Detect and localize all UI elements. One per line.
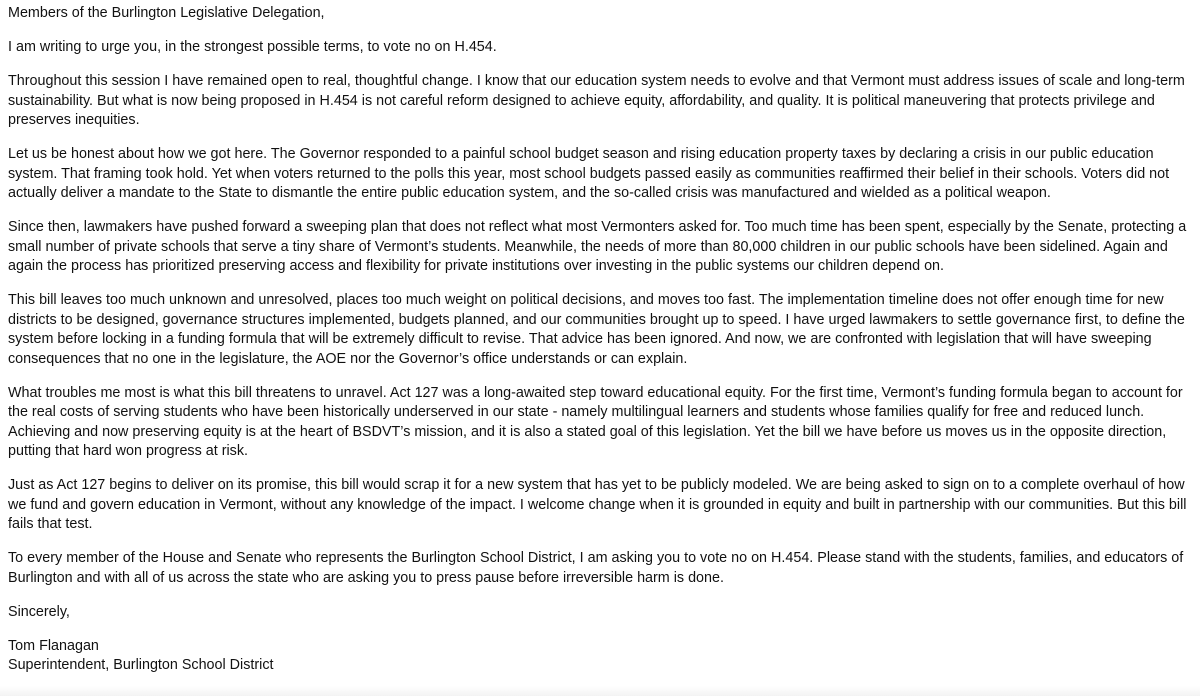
paragraph-6: What troubles me most is what this bill threatens to unravel. Act 127 was a long-awaited step toward educational equity. For the first time, Vermont’s funding formula began to account for the real costs of serving students who have been historically underserved in our state - namely multilingual learners and students whose families qualify for free and reduced lunch. Achieving and now preserving equity is at the heart of BSDVT’s mission, and it is also a stated goal of this legislation. Yet the bill we have before us moves us in the opposite direction, putting that hard won progress at risk. xyxy=(8,384,1183,459)
letter-body xyxy=(8,4,1196,676)
paragraph-2: Throughout this session I have remained open to real, thoughtful change. I know that our education system needs to evolve and that Vermont must address issues of scale and long-term sustainability. But what is now being proposed in H.454 is not careful reform designed to achieve equity, affordability, and quality. It is political maneuvering that protects privilege and preserves inequities. xyxy=(8,73,1185,128)
paragraph-3: Let us be honest about how we got here. The Governor responded to a painful school budget season and rising education property taxes by declaring a crisis in our public education system. That framing took hold. Yet when voters returned to the polls this year, most school budgets passed easily as communities reaffirmed their belief in their schools. Voters did not actually deliver a mandate to the State to dismantle the entire public education system, and the so-called crisis was manufactured and wielded as a political weapon. xyxy=(8,146,1170,201)
paragraph-4: Since then, lawmakers have pushed forward a sweeping plan that does not reflect what most Vermonters asked for. Too much time has been spent, especially by the Senate, protecting a small number of private schools that serve a tiny share of Vermont’s students. Meanwhile, the needs of more than 80,000 children in our public schools have been sidelined. Again and again the process has prioritized preserving access and flexibility for private institutions over investing in the public systems our children depend on. xyxy=(8,219,1187,274)
signature-name: Tom Flanagan xyxy=(8,637,99,654)
paragraph-7: Just as Act 127 begins to deliver on its promise, this bill would scrap it for a new system that has yet to be publicly modeled. We are being asked to sign on to a complete overhaul of how we fund and govern education in Vermont, without any knowledge of the impact. I welcome change when it is grounded in equity and built in partnership with our communities. But this bill fails that test. xyxy=(8,477,1187,532)
bottom-edge-shadow xyxy=(0,686,1200,696)
signature-block xyxy=(8,637,1196,676)
signature-title: Superintendent, Burlington School District xyxy=(8,657,274,673)
paragraph-1: I am writing to urge you, in the strongest possible terms, to vote no on H.454. xyxy=(8,39,497,55)
paragraph-8: To every member of the House and Senate who represents the Burlington School District, I am asking you to vote no on H.454. Please stand with the students, families, and educators of Burlington and with all of us across the state who are asking you to press pause before irreversible harm is done. xyxy=(8,550,1184,586)
paragraph-5: This bill leaves too much unknown and unresolved, places too much weight on political decisions, and moves too fast. The implementation timeline does not offer enough time for new districts to be designed, governance structures implemented, budgets planned, and our communities brought up to speed. I have urged lawmakers to settle governance first, to define the system before locking in a funding formula that will be extremely difficult to revise. That advice has been ignored. And now, we are confronted with legislation that will have sweeping consequences that no one in the legislature, the AOE nor the Governor’s office understands or can explain. xyxy=(8,292,1185,367)
salutation: Members of the Burlington Legislative Delegation, xyxy=(8,5,325,21)
closing: Sincerely, xyxy=(8,603,70,620)
